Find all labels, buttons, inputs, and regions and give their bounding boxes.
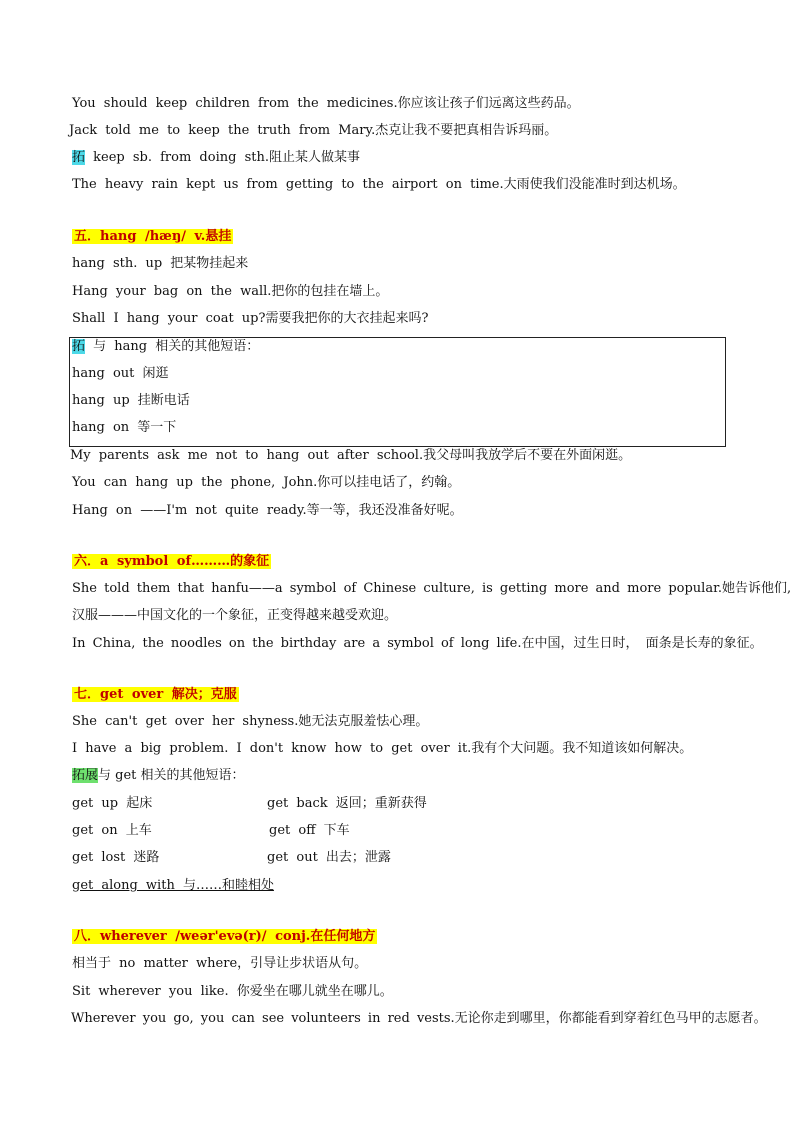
sentence: hang sth. up 把某物挂起来: [72, 256, 249, 271]
section-heading-text: 七．get over 解决；克服: [74, 687, 237, 702]
sentence: I have a big problem. I don't know how to get over it.我有个大问题。我不知道该如何解决。: [72, 741, 693, 756]
sentence: You can hang up the phone, John.你可以挂电话了，约翰。: [72, 475, 461, 490]
section-heading-text: 六．a symbol of………的象征: [74, 554, 270, 569]
phrase-item: get lost 迷路: [72, 850, 160, 865]
section-heading: [72, 553, 271, 571]
sentence: Hang on ——I'm not quite ready.等一等，我还没准备好呢。: [72, 503, 463, 518]
sentence: 汉服———中国文化的一个象征，正变得越来越受欢迎。: [72, 608, 398, 623]
phrase-item: hang out 闲逛: [72, 366, 169, 381]
phrase-item: hang on 等一下: [72, 420, 177, 435]
sentence: My parents ask me not to hang out after school.我父母叫我放学后不要在外面闲逛。: [70, 448, 632, 463]
sentence: Sit wherever you like. 你爱坐在哪儿就坐在哪儿。: [72, 984, 393, 999]
section-heading: [72, 928, 377, 946]
sentence: Jack told me to keep the truth from Mary.杰克让我不要把真相告诉玛丽。: [69, 123, 558, 138]
sentence: She can't get over her shyness.她无法克服羞怯心理。: [72, 714, 429, 729]
phrase-item: get on 上车: [72, 823, 152, 838]
sentence: 相当于 no matter where，引导让步状语从句。: [72, 956, 368, 971]
section-heading-text: 八．wherever /weər'evə(r)/ conj.在任何地方: [74, 929, 376, 944]
extension-badge: 拓展: [72, 768, 99, 783]
extension-line: [72, 767, 245, 785]
phrase-box-title: [72, 338, 259, 356]
extension-badge: 拓: [72, 150, 86, 165]
extension-line: [72, 149, 360, 167]
extension-text: keep sb. from doing sth.阻止某人做某事: [85, 150, 360, 165]
sentence: Hang your bag on the wall.把你的包挂在墙上。: [72, 284, 389, 299]
phrase-item: hang up 挂断电话: [72, 393, 190, 408]
sentence: She told them that hanfu——a symbol of Chinese culture, is getting more and more popular.她告诉他们,: [72, 581, 792, 596]
sentence: In China, the noodles on the birthday are a symbol of long life.在中国，过生日时， 面条是长寿的象征。: [72, 636, 763, 651]
phrase-box-title-text: 与 hang 相关的其他短语：: [85, 339, 260, 354]
phrase-item: get along with 与……和睦相处: [72, 878, 274, 893]
section-heading-text: 五．hang /hæŋ/ v.悬挂: [74, 229, 232, 244]
phrase-item: get back 返回；重新获得: [267, 796, 427, 811]
phrase-item: get up 起床: [72, 796, 153, 811]
sentence: The heavy rain kept us from getting to the airport on time.大雨使我们没能准时到达机场。: [72, 177, 686, 192]
extension-text: 与 get 相关的其他短语：: [98, 768, 245, 783]
sentence: Wherever you go, you can see volunteers in red vests.无论你走到哪里，你都能看到穿着红色马甲的志愿者。: [71, 1011, 767, 1026]
phrase-item: get off 下车: [269, 823, 350, 838]
sentence: Shall I hang your coat up?需要我把你的大衣挂起来吗?: [72, 311, 429, 326]
section-heading: [72, 228, 233, 246]
section-heading: [72, 686, 239, 704]
phrase-item: get out 出去；泄露: [267, 850, 391, 865]
extension-badge: 拓: [72, 339, 86, 354]
sentence: You should keep children from the medicines.你应该让孩子们远离这些药品。: [72, 96, 580, 111]
